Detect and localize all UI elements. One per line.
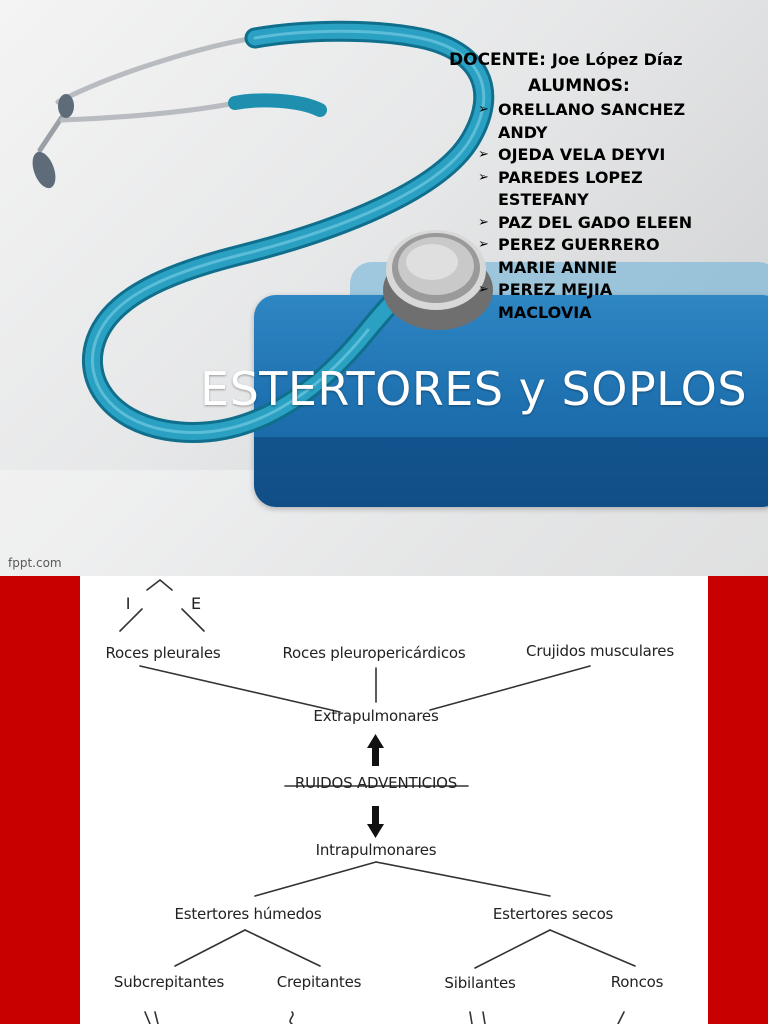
diagram-panel: [80, 576, 708, 1024]
node-subcrepitantes: Subcrepitantes: [113, 973, 225, 991]
slide-title: ESTERTORES y SOPLOS: [200, 362, 748, 416]
teacher-line: [449, 50, 683, 70]
student-name-line: PEREZ MEJIA: [498, 280, 613, 299]
students-heading: ALUMNOS:: [528, 76, 630, 96]
diagram-slide: [0, 576, 768, 1024]
node-estertores-humedos: Estertores húmedos: [174, 905, 322, 923]
arrowhead-bullet-icon: ➢: [478, 102, 489, 117]
node-roces-pleuropericardicos: Roces pleuropericárdicos: [282, 644, 466, 662]
teacher-label: DOCENTE:: [449, 50, 546, 70]
arrowhead-bullet-icon: ➢: [478, 169, 489, 185]
node-sibilantes: Sibilantes: [444, 974, 516, 992]
student-item: [478, 144, 768, 167]
node-crepitantes: Crepitantes: [276, 973, 362, 991]
watermark: fppt.com: [8, 556, 62, 570]
arrowhead-bullet-icon: ➢: [478, 237, 489, 252]
node-crujidos-musculares: Crujidos musculares: [526, 642, 674, 660]
student-item: [478, 99, 768, 144]
student-name-line: PAZ DEL GADO ELEEN: [498, 212, 693, 232]
student-name-line: MARIE ANNIE: [498, 257, 618, 277]
node-estertores-secos: Estertores secos: [492, 905, 614, 923]
node-ruidos-adventicios: RUIDOS ADVENTICIOS: [294, 774, 458, 792]
label-i: I: [125, 594, 131, 613]
student-name-line: ANDY: [498, 122, 548, 142]
node-roncos: Roncos: [610, 973, 664, 991]
arrowhead-bullet-icon: ➢: [478, 282, 489, 297]
teacher-name: Joe López Díaz: [551, 50, 683, 69]
arrowhead-bullet-icon: ➢: [478, 214, 489, 230]
student-name-line: PAREDES LOPEZ: [498, 167, 643, 187]
student-name-line: OJEDA VELA DEYVI: [498, 145, 666, 164]
student-item: [478, 167, 768, 212]
student-item: [478, 234, 768, 279]
student-name-line: PEREZ GUERRERO: [498, 235, 660, 254]
node-roces-pleurales: Roces pleurales: [105, 644, 221, 662]
student-name-line: MACLOVIA: [498, 302, 592, 322]
students-list: [478, 99, 768, 324]
arrowhead-bullet-icon: ➢: [478, 147, 489, 162]
student-item: [478, 279, 768, 324]
student-name-line: ESTEFANY: [498, 190, 589, 209]
node-extrapulmonares: Extrapulmonares: [313, 707, 439, 725]
student-name-line: ORELLANO SANCHEZ: [498, 100, 686, 119]
node-intrapulmonares: Intrapulmonares: [315, 841, 437, 859]
student-item: [478, 212, 768, 235]
label-e: E: [191, 594, 201, 613]
